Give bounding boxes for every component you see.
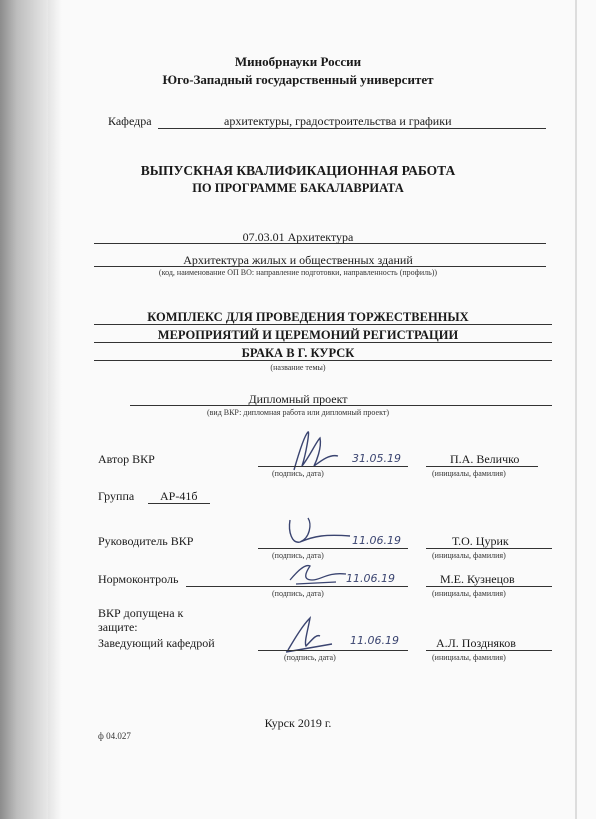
- normcontrol-name-line: [426, 586, 552, 587]
- author-signature-line: [258, 466, 408, 467]
- head-name-line: [426, 650, 552, 651]
- head-label: Заведующий кафедрой: [98, 636, 215, 650]
- admission-label-line2: защите:: [98, 620, 138, 634]
- author-label: Автор ВКР: [98, 452, 155, 466]
- normcontrol-signature: [276, 558, 356, 588]
- topic-caption: (название темы): [270, 363, 326, 372]
- topic-line1: КОМПЛЕКС ДЛЯ ПРОВЕДЕНИЯ ТОРЖЕСТВЕННЫХ: [147, 310, 469, 324]
- head-date: 11.06.19: [350, 634, 399, 647]
- document-title-line1: ВЫПУСКНАЯ КВАЛИФИКАЦИОННАЯ РАБОТА: [140, 163, 456, 178]
- normcontrol-name: М.Е. Кузнецов: [440, 572, 515, 586]
- supervisor-name: Т.О. Цурик: [452, 534, 509, 548]
- program-profile-underline: [94, 266, 546, 267]
- topic-line3: БРАКА В Г. КУРСК: [241, 346, 355, 360]
- head-name: А.Л. Поздняков: [436, 636, 516, 650]
- group-underline: [148, 503, 210, 504]
- topic-line1-underline: [94, 324, 552, 325]
- author-name-line: [426, 466, 538, 467]
- university-name: Юго-Западный государственный университет: [162, 72, 434, 87]
- normcontrol-signature-line: [186, 586, 408, 587]
- work-type-underline: [130, 405, 552, 406]
- supervisor-date: 11.06.19: [352, 534, 401, 547]
- author-signature-caption: (подпись, дата): [272, 469, 324, 478]
- group-label: Группа: [98, 489, 135, 503]
- department-label: Кафедра: [108, 114, 152, 128]
- department-value: архитектуры, градостроительства и графики: [224, 114, 452, 128]
- author-name: П.А. Величко: [450, 452, 520, 466]
- supervisor-signature-caption: (подпись, дата): [272, 551, 324, 560]
- program-caption: (код, наименование ОП ВО: направление подготовки, направленность (профиль)): [158, 268, 438, 277]
- head-name-caption: (инициалы, фамилия): [432, 653, 506, 662]
- work-type-value: Дипломный проект: [248, 392, 348, 406]
- normcontrol-date: 11.06.19: [346, 572, 395, 585]
- program-profile: Архитектура жилых и общественных зданий: [183, 253, 413, 267]
- topic-line3-underline: [94, 360, 552, 361]
- program-code: 07.03.01 Архитектура: [242, 230, 354, 244]
- topic-line2-underline: [94, 342, 552, 343]
- ministry-name: Минобрнауки России: [234, 54, 362, 69]
- normcontrol-name-caption: (инициалы, фамилия): [432, 589, 506, 598]
- department-underline: [158, 128, 546, 129]
- city-year: Курск 2019 г.: [264, 716, 332, 730]
- topic-line2: МЕРОПРИЯТИЙ И ЦЕРЕМОНИЙ РЕГИСТРАЦИИ: [157, 328, 459, 342]
- supervisor-label: Руководитель ВКР: [98, 534, 194, 548]
- document-title-line2: ПО ПРОГРАММЕ БАКАЛАВРИАТА: [192, 181, 404, 195]
- form-code: ф 04.027: [98, 731, 131, 741]
- work-type-caption: (вид ВКР: дипломная работа или дипломный проект): [206, 408, 390, 417]
- group-value: АР-41б: [160, 489, 198, 503]
- supervisor-signature: [270, 512, 360, 552]
- admission-label-line1: ВКР допущена к: [98, 606, 184, 620]
- program-code-underline: [94, 243, 546, 244]
- author-date: 31.05.19: [352, 452, 401, 465]
- supervisor-name-caption: (инициалы, фамилия): [432, 551, 506, 560]
- normcontrol-label: Нормоконтроль: [98, 572, 179, 586]
- head-signature-line: [258, 650, 408, 651]
- supervisor-signature-line: [258, 548, 408, 549]
- head-signature-caption: (подпись, дата): [284, 653, 336, 662]
- supervisor-name-line: [426, 548, 552, 549]
- normcontrol-signature-caption: (подпись, дата): [272, 589, 324, 598]
- author-name-caption: (инициалы, фамилия): [432, 469, 506, 478]
